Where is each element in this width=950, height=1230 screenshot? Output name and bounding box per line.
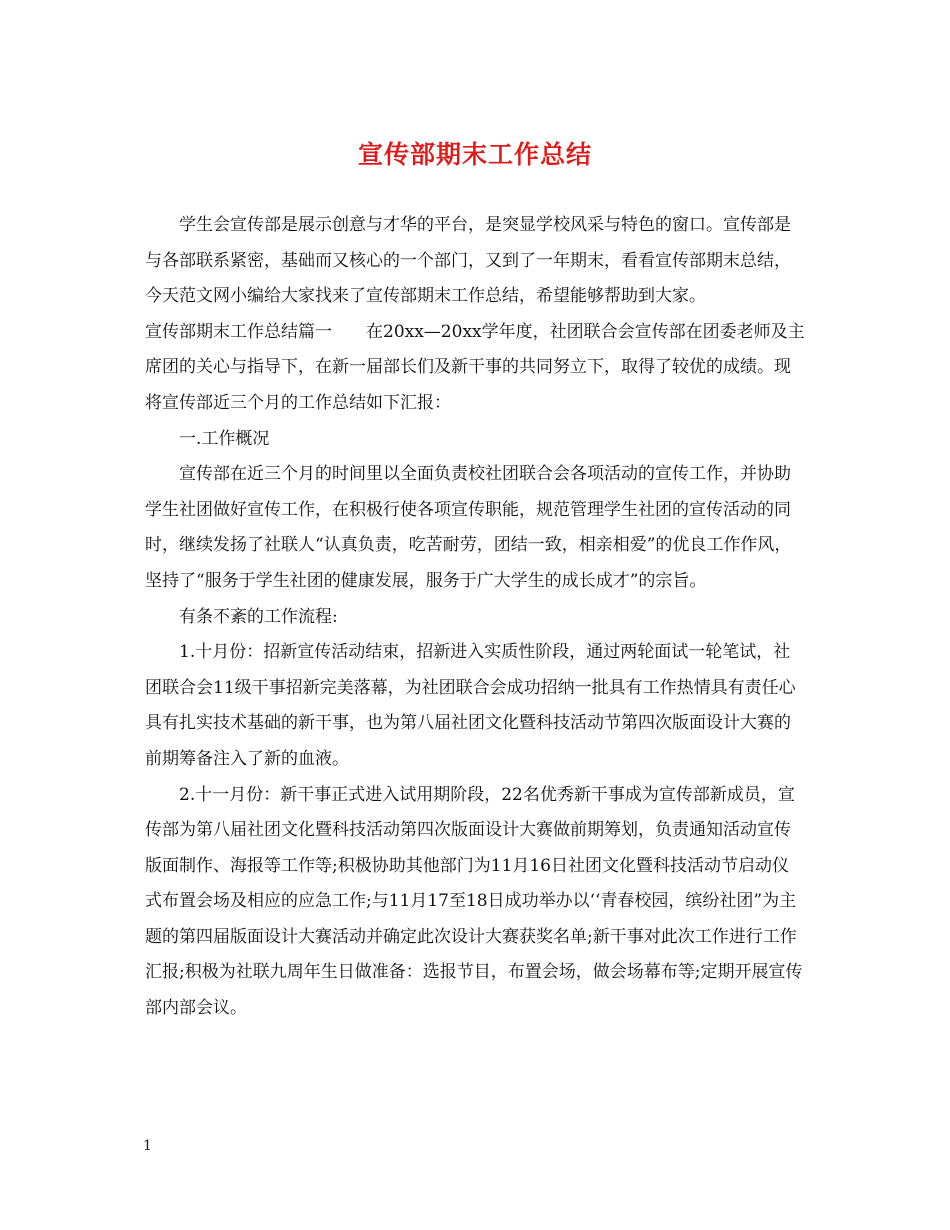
heading-work-overview: 一.工作概况	[179, 428, 270, 449]
paragraph-overview: 宣传部在近三个月的时间里以全面负责校社团联合会各项活动的宣传工作，并协助学生社团做好宣传工作，在积极行使各项宣传职能，规范管理学生社团的宣传活动的同时，继续发扬了社联人“认真负责，吃苦耐劳，团结一致，相亲相爱”的优良工作作风，坚持了“服务于学生社团的健康发展，服务于广大学生的成长成才”的宗旨。	[145, 464, 792, 591]
paragraph-october: 1.十月份：招新宣传活动结束，招新进入实质性阶段，通过两轮面试一轮笔试，社团联合会11级干事招新完美落幕，为社团联合会成功招纳一批具有工作热情具有责任心具有扎实技术基础的新干事，也为第八届社团文化暨科技活动节第四次版面设计大赛的前期筹备注入了新的血液。	[145, 642, 796, 769]
paragraph-intro: 学生会宣传部是展示创意与才华的平台，是突显学校风采与特色的窗口。宣传部是与各部联系紧密，基础而又核心的一个部门，又到了一年期末，看看宣传部期末总结，今天范文网小编给大家找来了宣传部期末工作总结，希望能够帮助到大家。	[145, 215, 791, 307]
heading-workflow: 有条不紊的工作流程:	[179, 606, 338, 627]
document-body	[145, 208, 805, 1027]
paragraph-november: 2.十一月份：新干事正式进入试用期阶段，22名优秀新干事成为宣传部新成员，宣传部为第八届社团文化暨科技活动第四次版面设计大赛做前期筹划，负责通知活动宣传版面制作、海报等工作等;积极协助其他部门为11月16日社团文化暨科技活动节启动仪式布置会场及相应的应急工作;与11月17至18日成功举办以‘‘青春校园，缤纷社团”为主题的第四届版面设计大赛活动并确定此次设计大赛获奖名单;新干事对此次工作进行工作汇报;积极为社联九周年生日做准备：选报节目，布置会场，做会场幕布等;定期开展宣传部内部会议。	[145, 784, 803, 1019]
page-number: 1	[143, 1138, 152, 1154]
paragraph-section-one-intro: 宣传部期末工作总结篇一 在20xx—20xx学年度，社团联合会宣传部在团委老师及主席团的关心与指导下，在新一届部长们及新干事的共同努立下，取得了较优的成绩。现将宣传部近三个月的工作总结如下汇报：	[145, 321, 805, 413]
document-title: 宣传部期末工作总结	[357, 140, 592, 169]
